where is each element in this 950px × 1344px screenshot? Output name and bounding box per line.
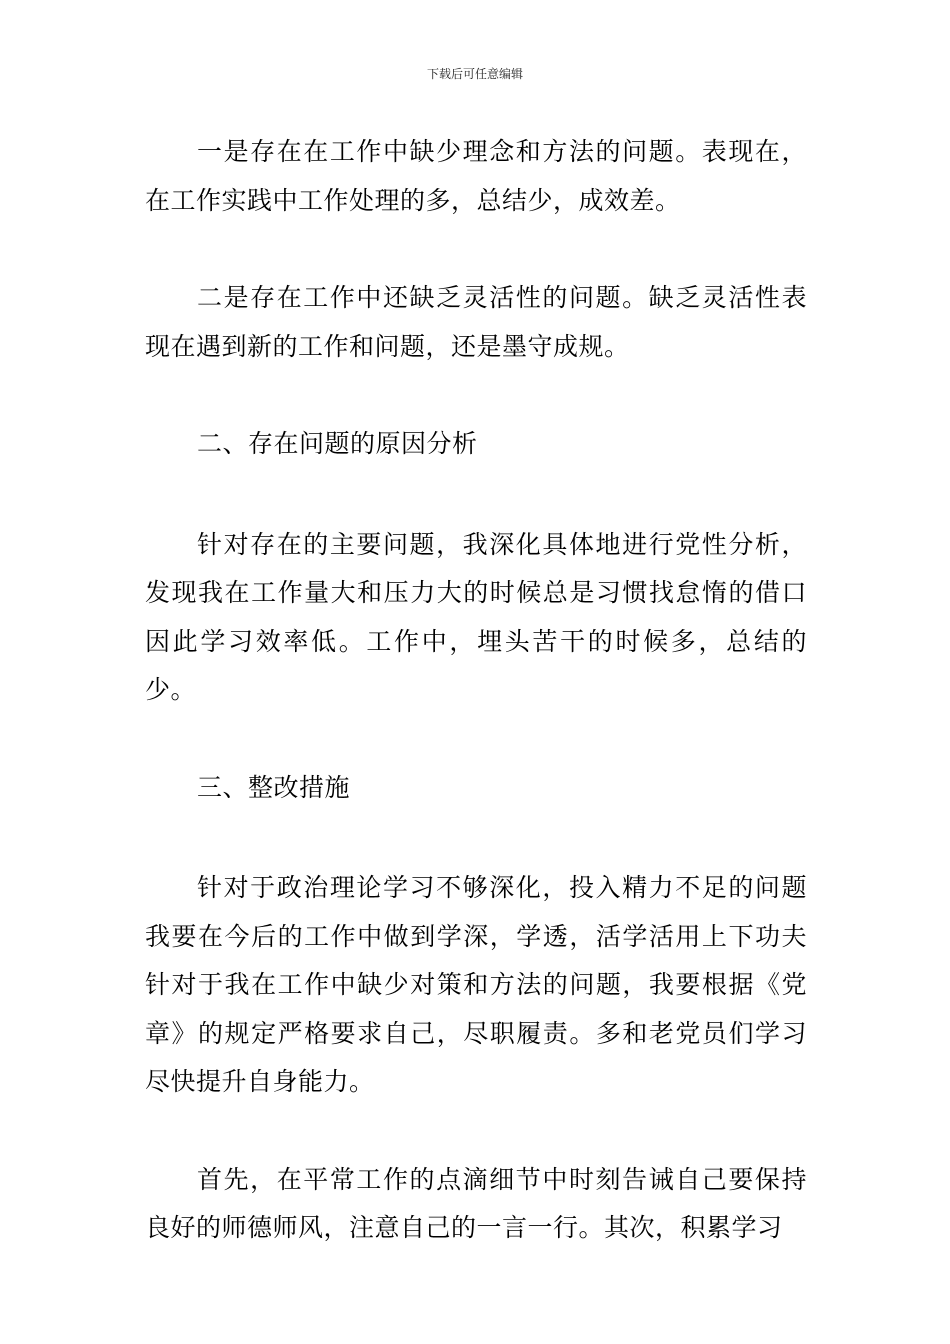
paragraph-4: 针对于政治理论学习不够深化，投入精力不足的问题我要在今后的工作中做到学深，学透，活学活用上下功夫针对于我在工作中缺少对策和方法的问题，我要根据《党章》的规定严格要求自己，尽职履责。多和老党员们学习尽快提升自身能力。: [145, 873, 807, 1096]
section-heading-rectification: 三、整改措施: [197, 772, 351, 802]
paragraph-2: 二是存在工作中还缺乏灵活性的问题。缺乏灵活性表现在遇到新的工作和问题，还是墨守成规。: [145, 283, 807, 361]
paragraph-5: 首先，在平常工作的点滴细节中时刻告诫自己要保持良好的师德师风，注意自己的一言一行。其次，积累学习: [145, 1164, 807, 1242]
page-header: 下载后可任意编辑: [426, 67, 523, 81]
section-heading-cause-analysis: 二、存在问题的原因分析: [197, 429, 478, 458]
document-body: [145, 128, 807, 1302]
paragraph-1: 一是存在在工作中缺少理念和方法的问题。表现在，在工作实践中工作处理的多，总结少，成效差。: [145, 137, 807, 215]
paragraph-3: 针对存在的主要问题，我深化具体地进行党性分析，发现我在工作量大和压力大的时候总是习惯找怠惰的借口因此学习效率低。工作中，埋头苦干的时候多，总结的少。: [145, 529, 807, 704]
